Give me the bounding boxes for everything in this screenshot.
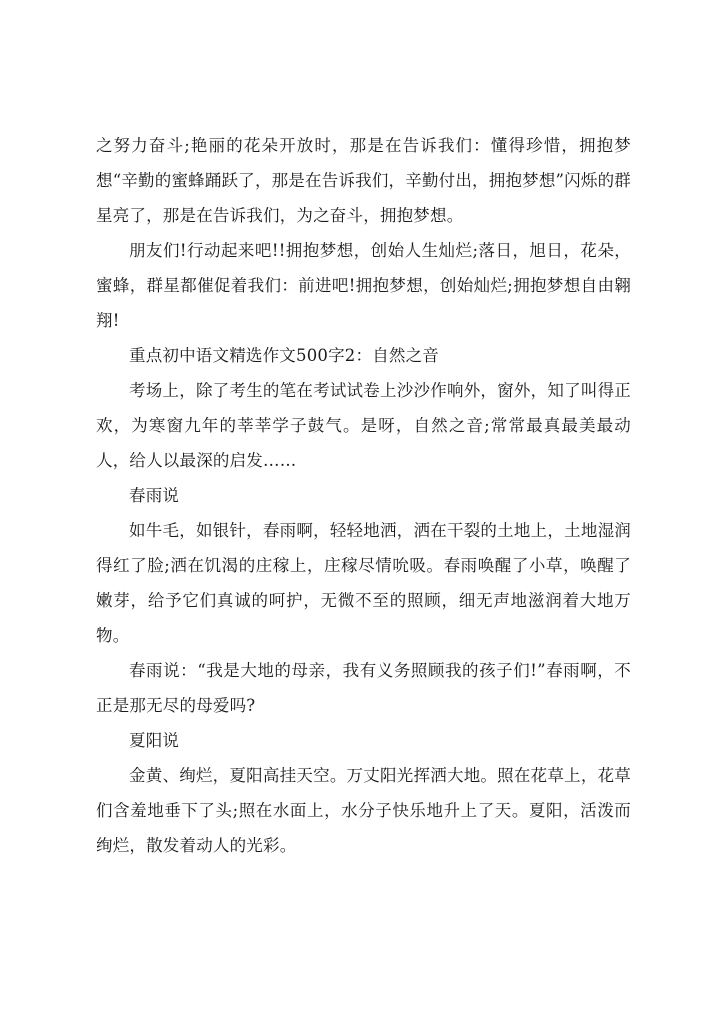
paragraph-call-to-action: 朋友们!行动起来吧!!拥抱梦想，创始人生灿烂;落日，旭日，花朵，蜜蜂，群星都催促着我们：前进吧!拥抱梦想，创始灿烂;拥抱梦想自由翱翔! [96, 241, 631, 330]
paragraph-summer-sun: 金黄、绚烂，夏阳高挂天空。万丈阳光挥洒大地。照在花草上，花草们含羞地垂下了头;照在水面上，水分子快乐地升上了天。夏阳，活泼而绚烂，散发着动人的光彩。 [96, 766, 631, 855]
section-heading-summer-sun: 夏阳说 [129, 731, 180, 750]
paragraph-continuation: 之努力奋斗;艳丽的花朵开放时，那是在告诉我们：懂得珍惜，拥抱梦想“辛勤的蜜蜂踊跃了，那是在告诉我们，辛勤付出，拥抱梦想”闪烁的群星亮了，那是在告诉我们，为之奋斗，拥抱梦想。 [96, 136, 631, 225]
paragraph-exam-room: 考场上，除了考生的笔在考试试卷上沙沙作响外，窗外，知了叫得正欢，为寒窗九年的莘莘学子鼓气。是呀，自然之音;常常最真最美最动人，给人以最深的启发…… [96, 381, 631, 470]
paragraph-spring-rain: 如牛毛，如银针，春雨啊，轻轻地洒，洒在干裂的土地上，土地湿润得红了脸;洒在饥渴的庄稼上，庄稼尽情吮吸。春雨唤醒了小草，唤醒了嫩芽，给予它们真诚的呵护，无微不至的照顾，细无声地滋润着大地万物。 [96, 521, 631, 645]
section-heading-spring-rain: 春雨说 [129, 486, 180, 505]
document-body [96, 128, 631, 863]
essay-title: 重点初中语文精选作文500字2：自然之音 [129, 346, 439, 365]
paragraph-spring-rain-speaks: 春雨说：“我是大地的母亲，我有义务照顾我的孩子们!”春雨啊，不正是那无尽的母爱吗? [96, 661, 631, 715]
